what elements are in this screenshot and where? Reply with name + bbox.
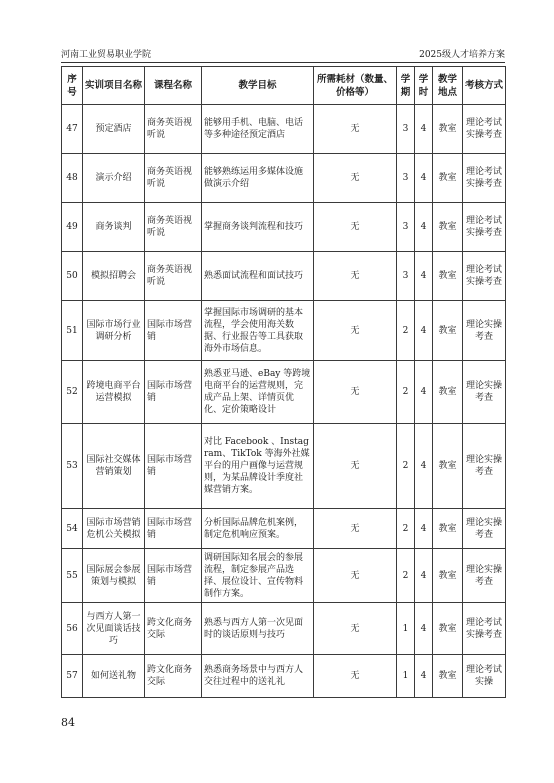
course-name-cell: 商务英语视听说 (145, 154, 202, 203)
location-cell: 教室 (433, 361, 463, 424)
course-name-cell: 跨文化商务交际 (145, 603, 202, 655)
table-row (62, 549, 506, 603)
teaching-goal-cell: 能够熟练运用多媒体设施做演示介绍 (202, 154, 314, 203)
hours-cell: 4 (415, 424, 433, 509)
header-place: 教学地点 (433, 67, 463, 105)
materials-cell: 无 (314, 361, 397, 424)
term-cell: 3 (397, 252, 415, 301)
materials-cell: 无 (314, 655, 397, 698)
row-number-cell: 55 (62, 549, 83, 603)
location-cell: 教室 (433, 549, 463, 603)
course-name-cell: 商务英语视听说 (145, 252, 202, 301)
term-cell: 3 (397, 203, 415, 252)
materials-cell: 无 (314, 203, 397, 252)
assessment-method-cell: 理论考试实操 (463, 655, 506, 698)
table-row (62, 603, 506, 655)
location-cell: 教室 (433, 154, 463, 203)
hours-cell: 4 (415, 549, 433, 603)
project-name-cell: 商务谈判 (83, 203, 145, 252)
teaching-goal-cell: 掌握国际市场调研的基本流程，学会使用海关数据、行业报告等工具获取海外市场信息。 (202, 301, 314, 361)
assessment-method-cell: 理论实操考查 (463, 549, 506, 603)
row-number-cell: 52 (62, 361, 83, 424)
location-cell: 教室 (433, 424, 463, 509)
hours-cell: 4 (415, 509, 433, 549)
row-number-cell: 53 (62, 424, 83, 509)
header-project: 实训项目名称 (83, 67, 145, 105)
row-number-cell: 49 (62, 203, 83, 252)
term-cell: 1 (397, 655, 415, 698)
teaching-goal-cell: 分析国际品牌危机案例，制定危机响应预案。 (202, 509, 314, 549)
table-row (62, 509, 506, 549)
materials-cell: 无 (314, 603, 397, 655)
term-cell: 2 (397, 549, 415, 603)
college-name: 河南工业贸易职业学院 (61, 50, 152, 60)
location-cell: 教室 (433, 301, 463, 361)
course-name-cell: 跨文化商务交际 (145, 655, 202, 698)
header-no: 序号 (62, 67, 83, 105)
table-row (62, 154, 506, 203)
page-number: 84 (61, 716, 75, 729)
materials-cell: 无 (314, 301, 397, 361)
header-goal: 教学目标 (202, 67, 314, 105)
header-materials: 所需耗材（数量、价格等） (314, 67, 397, 105)
row-number-cell: 54 (62, 509, 83, 549)
project-name-cell: 演示介绍 (83, 154, 145, 203)
hours-cell: 4 (415, 301, 433, 361)
table-row (62, 252, 506, 301)
location-cell: 教室 (433, 655, 463, 698)
teaching-goal-cell: 熟悉亚马逊、eBay 等跨境电商平台的运营规则，完成产品上架、详情页优化、定价策略设计 (202, 361, 314, 424)
assessment-method-cell: 理论考试实操考查 (463, 603, 506, 655)
location-cell: 教室 (433, 203, 463, 252)
assessment-method-cell: 理论考试实操考查 (463, 154, 506, 203)
teaching-goal-cell: 熟悉与西方人第一次见面时的谈话原则与技巧 (202, 603, 314, 655)
assessment-method-cell: 理论实操考查 (463, 509, 506, 549)
header-term: 学期 (397, 67, 415, 105)
project-name-cell: 国际社交媒体营销策划 (83, 424, 145, 509)
hours-cell: 4 (415, 603, 433, 655)
course-name-cell: 商务英语视听说 (145, 203, 202, 252)
table-row (62, 105, 506, 154)
project-name-cell: 国际市场营销危机公关模拟 (83, 509, 145, 549)
course-name-cell: 国际市场营销 (145, 301, 202, 361)
table-row (62, 655, 506, 698)
hours-cell: 4 (415, 252, 433, 301)
header-assessment: 考核方式 (463, 67, 506, 105)
materials-cell: 无 (314, 105, 397, 154)
hours-cell: 4 (415, 154, 433, 203)
term-cell: 1 (397, 603, 415, 655)
course-name-cell: 国际市场营销 (145, 424, 202, 509)
project-name-cell: 预定酒店 (83, 105, 145, 154)
term-cell: 2 (397, 424, 415, 509)
term-cell: 3 (397, 105, 415, 154)
hours-cell: 4 (415, 655, 433, 698)
course-name-cell: 商务英语视听说 (145, 105, 202, 154)
table-row (62, 301, 506, 361)
teaching-goal-cell: 能够用手机、电脑、电话等多种途径预定酒店 (202, 105, 314, 154)
row-number-cell: 48 (62, 154, 83, 203)
project-name-cell: 如何送礼物 (83, 655, 145, 698)
term-cell: 3 (397, 154, 415, 203)
term-cell: 2 (397, 509, 415, 549)
location-cell: 教室 (433, 509, 463, 549)
table-row (62, 361, 506, 424)
teaching-goal-cell: 对比 Facebook 、Instagram、TikTok 等海外社媒平台的用户画像与运营规则，为某品牌设计季度社媒营销方案。 (202, 424, 314, 509)
materials-cell: 无 (314, 509, 397, 549)
assessment-method-cell: 理论考试实操考查 (463, 203, 506, 252)
row-number-cell: 56 (62, 603, 83, 655)
table-header-row (62, 67, 506, 105)
materials-cell: 无 (314, 424, 397, 509)
row-number-cell: 50 (62, 252, 83, 301)
project-name-cell: 模拟招聘会 (83, 252, 145, 301)
project-name-cell: 国际展会参展策划与模拟 (83, 549, 145, 603)
document-title: 2025级人才培养方案 (419, 50, 505, 60)
hours-cell: 4 (415, 361, 433, 424)
term-cell: 2 (397, 361, 415, 424)
row-number-cell: 47 (62, 105, 83, 154)
materials-cell: 无 (314, 549, 397, 603)
hours-cell: 4 (415, 203, 433, 252)
assessment-method-cell: 理论实操考查 (463, 361, 506, 424)
materials-cell: 无 (314, 252, 397, 301)
location-cell: 教室 (433, 105, 463, 154)
term-cell: 2 (397, 301, 415, 361)
course-name-cell: 国际市场营销 (145, 509, 202, 549)
materials-cell: 无 (314, 154, 397, 203)
row-number-cell: 57 (62, 655, 83, 698)
project-name-cell: 国际市场行业调研分析 (83, 301, 145, 361)
assessment-method-cell: 理论实操考查 (463, 301, 506, 361)
teaching-goal-cell: 调研国际知名展会的参展流程，制定参展产品选择、展位设计、宣传物料制作方案。 (202, 549, 314, 603)
header-course: 课程名称 (145, 67, 202, 105)
project-name-cell: 跨境电商平台运营模拟 (83, 361, 145, 424)
hours-cell: 4 (415, 105, 433, 154)
assessment-method-cell: 理论实操考查 (463, 424, 506, 509)
location-cell: 教室 (433, 252, 463, 301)
project-name-cell: 与西方人第一次见面谈话技巧 (83, 603, 145, 655)
table-row (62, 424, 506, 509)
teaching-goal-cell: 熟悉商务场景中与西方人交往过程中的送礼礼 (202, 655, 314, 698)
header-hours: 学时 (415, 67, 433, 105)
row-number-cell: 51 (62, 301, 83, 361)
training-project-table (61, 66, 506, 698)
course-name-cell: 国际市场营销 (145, 549, 202, 603)
running-header (61, 49, 505, 63)
location-cell: 教室 (433, 603, 463, 655)
assessment-method-cell: 理论考试实操考查 (463, 252, 506, 301)
teaching-goal-cell: 熟悉面试流程和面试技巧 (202, 252, 314, 301)
course-name-cell: 国际市场营销 (145, 361, 202, 424)
teaching-goal-cell: 掌握商务谈判流程和技巧 (202, 203, 314, 252)
assessment-method-cell: 理论考试实操考查 (463, 105, 506, 154)
table-row (62, 203, 506, 252)
